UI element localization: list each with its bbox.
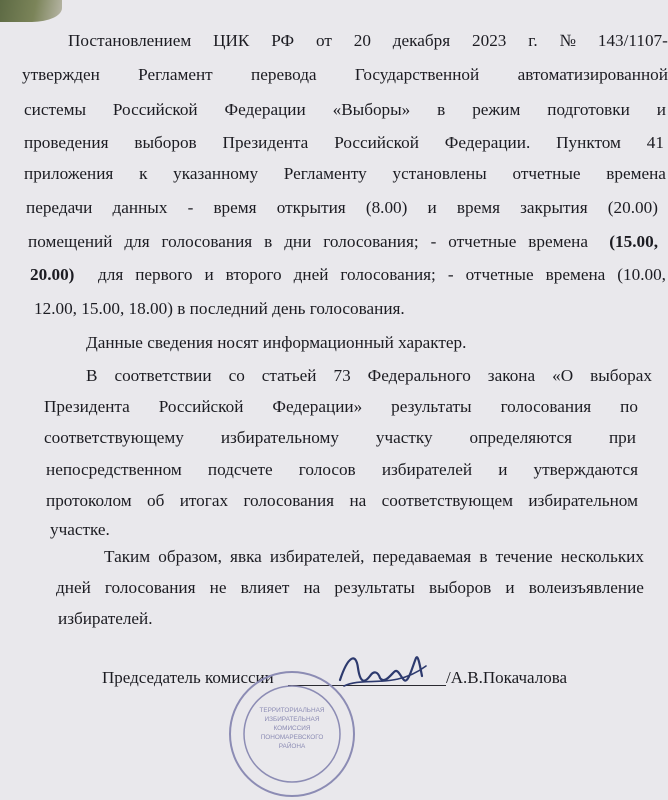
word: голосования; [323, 232, 419, 251]
word: проведения [24, 133, 109, 152]
word: соответствии [114, 366, 212, 385]
stamp-line: ИЗБИРАТЕЛЬНАЯ [264, 716, 320, 723]
word: данных [112, 198, 168, 217]
word: волеизъявление [528, 578, 644, 597]
word: - [447, 265, 454, 284]
word: закрытия [520, 198, 588, 217]
text-line: участке. [50, 520, 110, 539]
word: голосования; [340, 265, 436, 284]
word: время [456, 198, 500, 217]
word: закона [487, 366, 536, 385]
word: отчетные [465, 265, 534, 284]
word: дней [293, 265, 329, 284]
word: «Выборы» [332, 100, 411, 119]
word: соответствующем [381, 491, 513, 510]
word: автоматизированной [517, 65, 668, 84]
word: времена [606, 164, 666, 183]
word: Президента [222, 133, 309, 152]
word: непосредственном [46, 460, 182, 479]
signatory-name: /А.В.Покачалова [446, 668, 568, 687]
word: В [86, 366, 98, 385]
text-line: 12.00, 15.00, 18.00) в последний день голосования. [34, 299, 405, 318]
text-line [56, 578, 644, 598]
word: дни [284, 232, 312, 251]
word: при [608, 428, 636, 447]
word: участку [375, 428, 433, 447]
word: отчетные [512, 164, 581, 183]
word: РФ [271, 31, 295, 50]
word: установлены [392, 164, 487, 183]
word: к [139, 164, 148, 183]
word: передачи [26, 198, 93, 217]
word: «О [552, 366, 574, 385]
word: указанному [173, 164, 259, 183]
text-line: избирателей. [58, 609, 153, 628]
word: и [505, 578, 515, 597]
word: Федерации. [444, 133, 531, 152]
word: соответствующему [44, 428, 184, 447]
word: ЦИК [213, 31, 250, 50]
word: для [98, 265, 124, 284]
word: не [209, 578, 227, 597]
text-line [104, 547, 644, 567]
paragraph: Данные сведения носят информационный характер. [86, 333, 467, 352]
bold-fragment: (15.00, [609, 232, 658, 251]
word: и [498, 460, 508, 479]
word: по [620, 397, 638, 416]
word: (10.00, [617, 265, 666, 284]
word: результаты [391, 397, 472, 416]
word: отчетные [448, 232, 517, 251]
word: времена [545, 265, 606, 284]
word: приложения [24, 164, 114, 183]
word: Президента [44, 397, 130, 416]
text-line [86, 366, 652, 386]
word: Государственной [354, 65, 480, 84]
word: помещений [28, 232, 113, 251]
word: выборах [590, 366, 652, 385]
word: выборов [134, 133, 197, 152]
word: время [213, 198, 257, 217]
word: голосования [243, 491, 335, 510]
text-line [26, 198, 658, 218]
word: Регламенту [283, 164, 367, 183]
word: утвержден [22, 65, 100, 84]
word: 41 [646, 133, 664, 152]
word: голосования [500, 397, 592, 416]
word: открытия [276, 198, 346, 217]
word: явка [230, 547, 262, 566]
word: подготовки [547, 100, 630, 119]
stamp-line: КОМИССИЯ [273, 725, 311, 732]
word: утверждаются [533, 460, 638, 479]
word: нескольких [560, 547, 644, 566]
text-line [24, 100, 666, 120]
text-line [46, 491, 638, 511]
word: в [479, 547, 488, 566]
word: Постановлением [68, 31, 192, 50]
signature-label: Председатель комиссии [102, 668, 274, 687]
word: результаты [334, 578, 415, 597]
word: и [427, 198, 437, 217]
text-line-with-bold [28, 232, 658, 252]
word: образом, [158, 547, 222, 566]
stamp-text [259, 707, 324, 750]
word: Российской [334, 133, 419, 152]
word: на [349, 491, 367, 510]
word: - [430, 232, 437, 251]
word: избирателей [381, 460, 473, 479]
word: избирателей, [269, 547, 365, 566]
word: дней [56, 578, 91, 597]
text-line [44, 397, 638, 417]
word: 73 [333, 366, 351, 385]
word: Федерации [224, 100, 306, 119]
word: выборов [428, 578, 492, 597]
bold-fragment: 20.00) [30, 265, 75, 284]
word: второго [225, 265, 282, 284]
word: голосования [104, 578, 196, 597]
word: 2023 [472, 31, 507, 50]
word: для [124, 232, 150, 251]
text-line [68, 31, 668, 51]
word: (20.00) [607, 198, 658, 217]
word: избирательном [528, 491, 638, 510]
text-line [24, 164, 666, 184]
word: 20 [353, 31, 371, 50]
word: передаваемая [372, 547, 472, 566]
word: влияет [240, 578, 290, 597]
word: режим [472, 100, 521, 119]
text-line [22, 65, 668, 85]
word: течение [495, 547, 553, 566]
stamp-line: ПОНОМАРЕВСКОГО [260, 734, 324, 741]
word: подсчете [207, 460, 273, 479]
word: (8.00) [365, 198, 408, 217]
word: перевода [251, 65, 317, 84]
word: системы [24, 100, 87, 119]
word: времена [528, 232, 588, 251]
word: Пунктом [556, 133, 621, 152]
text-line [28, 232, 588, 252]
text-line [44, 428, 636, 448]
word: статьей [261, 366, 317, 385]
official-stamp [226, 668, 358, 800]
word: со [228, 366, 245, 385]
text-line [98, 265, 666, 285]
word: на [303, 578, 321, 597]
word: Федерального [367, 366, 471, 385]
word: в [264, 232, 273, 251]
word: определяются [469, 428, 573, 447]
word: Российской [112, 100, 198, 119]
stamp-line: ТЕРРИТОРИАЛЬНАЯ [259, 707, 325, 714]
word: первого [135, 265, 193, 284]
word: об [146, 491, 165, 510]
word: Таким [104, 547, 151, 566]
word: г. [528, 31, 538, 50]
word: от [315, 31, 332, 50]
word: и [656, 100, 666, 119]
text-line-with-bold [30, 265, 666, 285]
word: голосования [161, 232, 253, 251]
word: итогах [179, 491, 229, 510]
word: Российской [158, 397, 244, 416]
text-line [46, 460, 638, 480]
word: декабря [392, 31, 451, 50]
word: - [187, 198, 194, 217]
word: и [204, 265, 214, 284]
word: избирательному [220, 428, 340, 447]
word: № [559, 31, 576, 50]
word: Регламент [138, 65, 213, 84]
word: голосов [298, 460, 356, 479]
word: 143/1107- [597, 31, 668, 50]
word: протоколом [46, 491, 132, 510]
stamp-line: РАЙОНА [278, 743, 306, 750]
text-line [24, 133, 664, 153]
word: Федерации» [272, 397, 363, 416]
word: в [437, 100, 446, 119]
